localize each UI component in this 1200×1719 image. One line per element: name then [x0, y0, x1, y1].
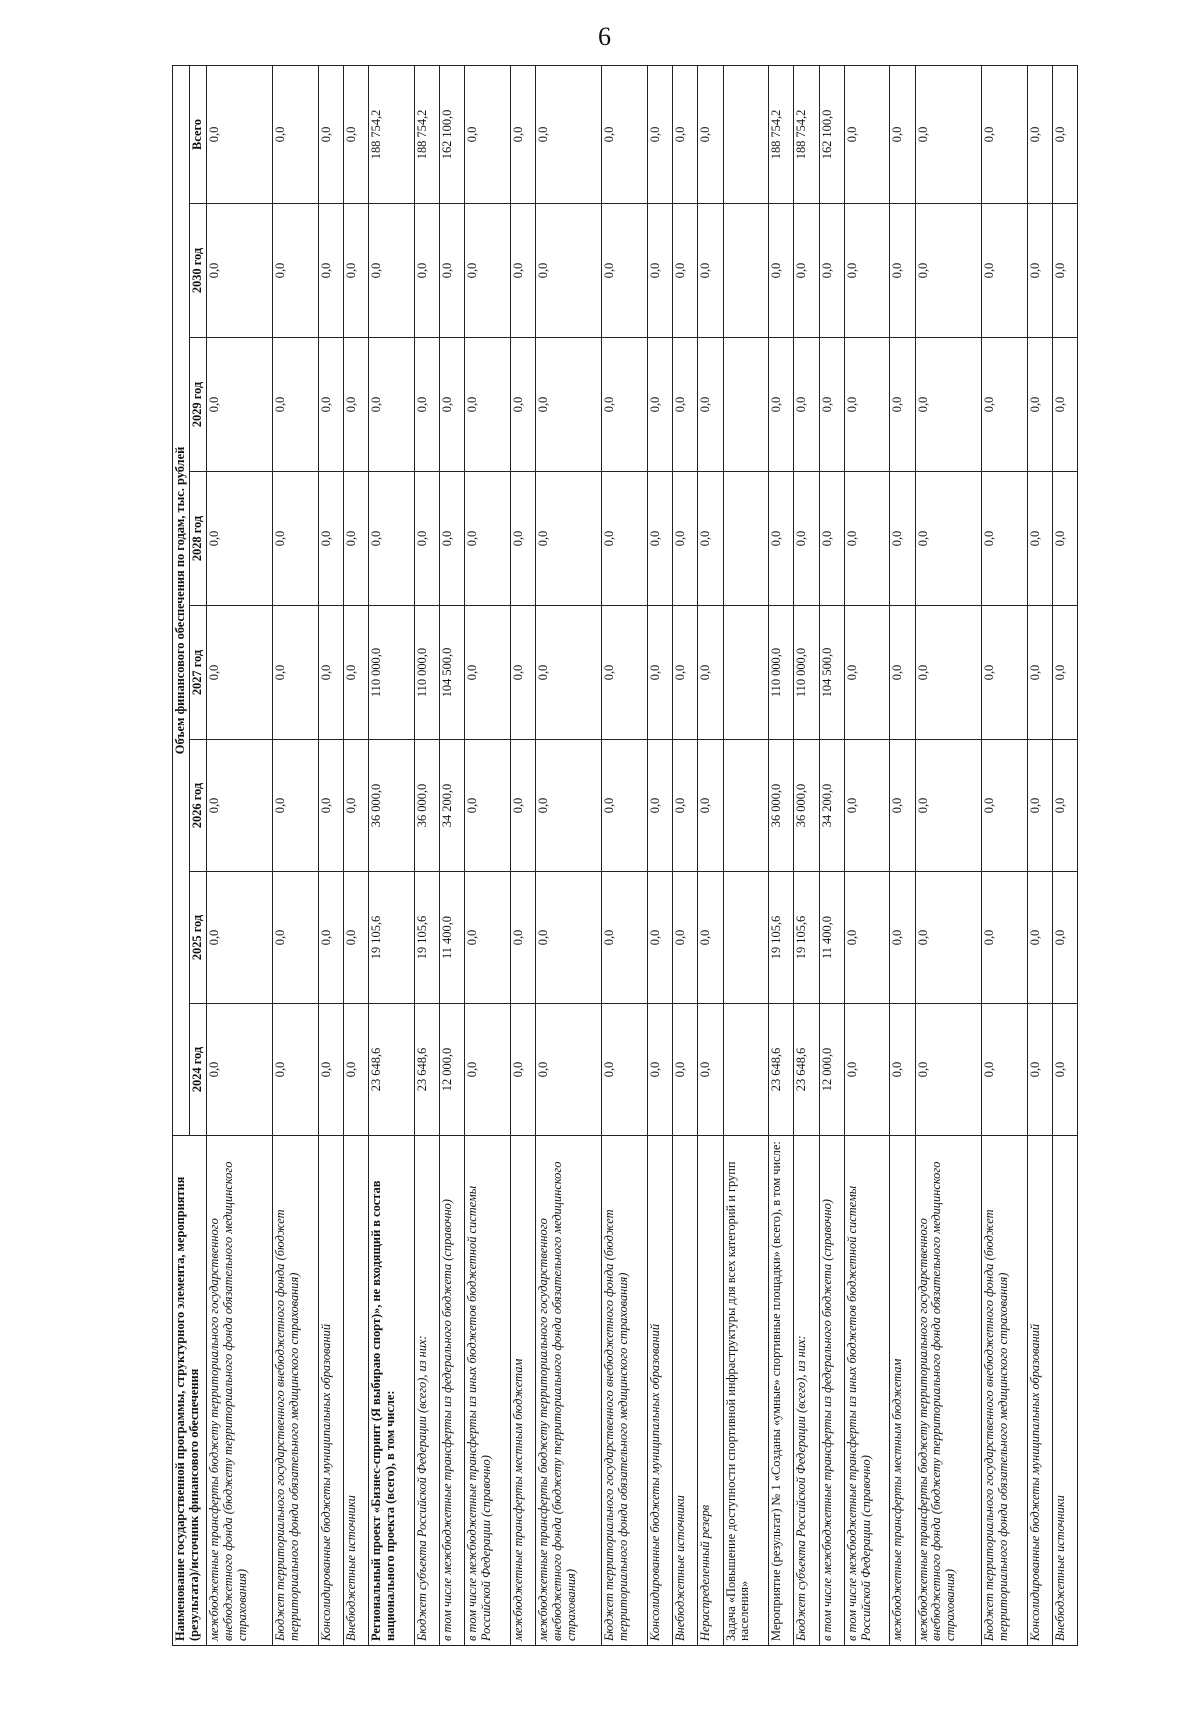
year-value-cell: 0,0 — [536, 204, 602, 338]
year-value-cell: 0,0 — [890, 338, 915, 472]
year-value-cell: 0,0 — [1052, 204, 1077, 338]
row-name-cell: Региональный проект «Бизнес-спринт (Я выбираю спорт)», не входящий в состав национального проекта (всего), в том числе: — [369, 1136, 415, 1646]
table-row — [414, 65, 439, 1645]
year-value-cell: 0,0 — [698, 606, 723, 740]
table-row — [1052, 65, 1077, 1645]
year-value-cell: 0,0 — [890, 1004, 915, 1136]
year-value-cell: 0,0 — [698, 1004, 723, 1136]
row-name-cell: Внебюджетные источники — [673, 1136, 698, 1646]
year-value-cell: 0,0 — [769, 338, 794, 472]
year-value-cell: 0,0 — [915, 204, 981, 338]
year-value-cell: 0,0 — [536, 472, 602, 606]
row-name-cell: Бюджет субъекта Российской Федерации (всего), из них: — [794, 1136, 819, 1646]
row-name-cell: Мероприятие (результат) № 1 «Созданы «умные» спортивные площадки» (всего), в том числе: — [769, 1136, 794, 1646]
year-value-cell: 23 648,6 — [794, 1004, 819, 1136]
year-value-cell: 0,0 — [369, 338, 415, 472]
table-row — [673, 65, 698, 1645]
table-row — [602, 65, 648, 1645]
row-name-cell: Бюджет территориального государственного внебюджетного фонда (бюджет территориального фонда обязательного медицинского страхования) — [981, 1136, 1027, 1646]
total-value-cell: 0,0 — [673, 65, 698, 203]
total-value-cell: 188 754,2 — [769, 65, 794, 203]
total-value-cell — [723, 65, 769, 203]
financing-table — [172, 65, 1078, 1646]
year-value-cell: 0,0 — [890, 472, 915, 606]
year-header: 2030 год — [189, 204, 206, 338]
year-value-cell: 0,0 — [890, 872, 915, 1004]
table-row — [536, 65, 602, 1645]
year-value-cell: 0,0 — [844, 472, 890, 606]
year-value-cell: 0,0 — [318, 472, 343, 606]
row-name-cell: в том числе межбюджетные трансферты из иных бюджетов бюджетной системы Российской Федерации (справочно) — [844, 1136, 890, 1646]
row-name-cell: Внебюджетные источники — [344, 1136, 369, 1646]
total-value-cell: 0,0 — [206, 65, 272, 203]
year-value-cell: 0,0 — [344, 872, 369, 1004]
year-value-cell: 0,0 — [1027, 872, 1052, 1004]
total-value-cell: 0,0 — [915, 65, 981, 203]
year-value-cell: 0,0 — [344, 740, 369, 872]
year-value-cell: 0,0 — [510, 1004, 535, 1136]
year-header: 2026 год — [189, 740, 206, 872]
year-value-cell: 0,0 — [819, 472, 844, 606]
row-name-cell: межбюджетные трансферты бюджету территориального государственного внебюджетного фонда (бюджету территориального фонда обязательного медицинского страхования) — [536, 1136, 602, 1646]
year-value-cell: 0,0 — [318, 606, 343, 740]
table-row — [369, 65, 415, 1645]
year-value-cell: 0,0 — [844, 338, 890, 472]
year-value-cell: 0,0 — [344, 1004, 369, 1136]
year-value-cell: 0,0 — [602, 606, 648, 740]
year-value-cell: 0,0 — [510, 740, 535, 872]
year-value-cell: 0,0 — [915, 740, 981, 872]
year-value-cell: 11 400,0 — [819, 872, 844, 1004]
year-header: 2025 год — [189, 872, 206, 1004]
year-value-cell: 0,0 — [536, 872, 602, 1004]
year-value-cell: 0,0 — [510, 472, 535, 606]
year-value-cell: 0,0 — [819, 204, 844, 338]
year-value-cell: 0,0 — [673, 204, 698, 338]
year-value-cell: 0,0 — [369, 472, 415, 606]
name-column-header: Наименование государственной программы, структурного элемента, мероприятия (результата)/источник финансового обеспечения — [173, 1136, 207, 1646]
total-header: Всего — [189, 65, 206, 203]
row-name-cell: Бюджет территориального государственного внебюджетного фонда (бюджет территориального фонда обязательного медицинского страхования) — [602, 1136, 648, 1646]
year-value-cell: 0,0 — [1052, 872, 1077, 1004]
table-row — [915, 65, 981, 1645]
row-name-cell: Нераспределенный резерв — [698, 1136, 723, 1646]
year-value-cell: 36 000,0 — [769, 740, 794, 872]
year-value-cell: 0,0 — [465, 204, 511, 338]
year-header: 2024 год — [189, 1004, 206, 1136]
year-value-cell: 0,0 — [1052, 740, 1077, 872]
year-value-cell: 0,0 — [673, 740, 698, 872]
year-value-cell: 104 500,0 — [819, 606, 844, 740]
year-value-cell: 0,0 — [981, 872, 1027, 1004]
year-value-cell: 0,0 — [206, 204, 272, 338]
year-value-cell: 0,0 — [465, 338, 511, 472]
row-name-cell: Внебюджетные источники — [1052, 1136, 1077, 1646]
year-value-cell: 0,0 — [698, 872, 723, 1004]
year-value-cell: 0,0 — [648, 740, 673, 872]
row-name-cell: в том числе межбюджетные трансферты из иных бюджетов бюджетной системы Российской Федерации (справочно) — [465, 1136, 511, 1646]
row-name-cell: в том числе межбюджетные трансферты из федерального бюджета (справочно) — [440, 1136, 465, 1646]
year-value-cell: 0,0 — [648, 872, 673, 1004]
year-value-cell: 0,0 — [648, 338, 673, 472]
year-value-cell: 0,0 — [465, 740, 511, 872]
row-name-cell: межбюджетные трансферты местным бюджетам — [510, 1136, 535, 1646]
year-value-cell: 0,0 — [981, 606, 1027, 740]
year-value-cell: 0,0 — [510, 606, 535, 740]
year-value-cell: 0,0 — [1027, 1004, 1052, 1136]
year-value-cell: 34 200,0 — [819, 740, 844, 872]
year-value-cell: 23 648,6 — [369, 1004, 415, 1136]
total-value-cell: 0,0 — [510, 65, 535, 203]
row-name-cell: Бюджет субъекта Российской Федерации (всего), из них: — [414, 1136, 439, 1646]
year-value-cell: 0,0 — [648, 472, 673, 606]
year-header: 2028 год — [189, 472, 206, 606]
total-value-cell: 0,0 — [890, 65, 915, 203]
year-value-cell — [723, 872, 769, 1004]
year-header: 2029 год — [189, 338, 206, 472]
table-row — [273, 65, 319, 1645]
year-value-cell — [723, 204, 769, 338]
year-value-cell: 0,0 — [844, 606, 890, 740]
year-value-cell: 0,0 — [602, 1004, 648, 1136]
rotated-table-container — [172, 66, 1078, 1646]
year-value-cell: 0,0 — [890, 204, 915, 338]
year-value-cell: 0,0 — [510, 872, 535, 1004]
year-value-cell: 12 000,0 — [819, 1004, 844, 1136]
year-value-cell: 0,0 — [273, 606, 319, 740]
total-value-cell: 0,0 — [844, 65, 890, 203]
year-value-cell: 0,0 — [273, 472, 319, 606]
year-value-cell: 0,0 — [794, 204, 819, 338]
year-value-cell: 0,0 — [465, 472, 511, 606]
year-value-cell: 0,0 — [602, 338, 648, 472]
total-value-cell: 0,0 — [602, 65, 648, 203]
year-value-cell: 0,0 — [915, 472, 981, 606]
year-value-cell: 0,0 — [915, 338, 981, 472]
row-name-cell: Задача «Повышение доступности спортивной инфраструктуры для всех категорий и групп населения» — [723, 1136, 769, 1646]
page-number: 6 — [598, 22, 611, 51]
year-value-cell: 0,0 — [915, 606, 981, 740]
year-value-cell — [723, 1004, 769, 1136]
year-value-cell: 0,0 — [465, 872, 511, 1004]
year-value-cell: 34 200,0 — [440, 740, 465, 872]
table-row — [844, 65, 890, 1645]
year-value-cell: 0,0 — [536, 1004, 602, 1136]
year-value-cell: 0,0 — [318, 204, 343, 338]
year-value-cell: 0,0 — [673, 1004, 698, 1136]
table-row — [648, 65, 673, 1645]
year-value-cell: 0,0 — [318, 338, 343, 472]
year-value-cell — [723, 606, 769, 740]
total-value-cell: 188 754,2 — [794, 65, 819, 203]
year-value-cell: 0,0 — [465, 1004, 511, 1136]
total-value-cell: 0,0 — [648, 65, 673, 203]
year-value-cell: 0,0 — [981, 740, 1027, 872]
year-value-cell — [723, 740, 769, 872]
year-value-cell: 0,0 — [698, 338, 723, 472]
year-value-cell: 0,0 — [318, 1004, 343, 1136]
total-value-cell: 188 754,2 — [369, 65, 415, 203]
header-row-1 — [173, 65, 190, 1645]
year-value-cell: 0,0 — [344, 606, 369, 740]
year-value-cell: 0,0 — [1027, 472, 1052, 606]
year-value-cell: 104 500,0 — [440, 606, 465, 740]
year-value-cell: 0,0 — [440, 204, 465, 338]
year-value-cell: 0,0 — [440, 338, 465, 472]
year-value-cell: 0,0 — [344, 204, 369, 338]
year-value-cell: 0,0 — [510, 338, 535, 472]
year-value-cell: 0,0 — [769, 472, 794, 606]
year-value-cell: 0,0 — [206, 472, 272, 606]
year-value-cell: 0,0 — [206, 606, 272, 740]
year-value-cell: 0,0 — [673, 472, 698, 606]
year-value-cell: 0,0 — [273, 1004, 319, 1136]
year-value-cell: 0,0 — [1027, 338, 1052, 472]
row-name-cell: Консолидированные бюджеты муниципальных образований — [1027, 1136, 1052, 1646]
year-value-cell: 0,0 — [698, 740, 723, 872]
year-value-cell: 0,0 — [414, 204, 439, 338]
year-value-cell: 0,0 — [981, 1004, 1027, 1136]
year-value-cell: 19 105,6 — [769, 872, 794, 1004]
total-value-cell: 0,0 — [318, 65, 343, 203]
total-value-cell: 0,0 — [981, 65, 1027, 203]
table-row — [206, 65, 272, 1645]
total-value-cell: 162 100,0 — [440, 65, 465, 203]
table-row — [698, 65, 723, 1645]
total-value-cell: 0,0 — [273, 65, 319, 203]
table-body — [206, 65, 1077, 1645]
year-value-cell: 0,0 — [648, 606, 673, 740]
table-row — [440, 65, 465, 1645]
table-row — [890, 65, 915, 1645]
year-value-cell: 0,0 — [648, 204, 673, 338]
table-row — [465, 65, 511, 1645]
year-value-cell: 0,0 — [698, 472, 723, 606]
year-value-cell: 0,0 — [844, 872, 890, 1004]
row-name-cell: межбюджетные трансферты местным бюджетам — [890, 1136, 915, 1646]
year-value-cell: 0,0 — [1052, 338, 1077, 472]
year-value-cell: 110 000,0 — [794, 606, 819, 740]
table-row — [794, 65, 819, 1645]
table-row — [344, 65, 369, 1645]
total-value-cell: 0,0 — [536, 65, 602, 203]
year-value-cell — [723, 472, 769, 606]
table-row — [510, 65, 535, 1645]
row-name-cell: межбюджетные трансферты бюджету территориального государственного внебюджетного фонда (бюджету территориального фонда обязательного медицинского страхования) — [915, 1136, 981, 1646]
total-value-cell: 0,0 — [698, 65, 723, 203]
year-value-cell: 0,0 — [414, 338, 439, 472]
year-value-cell: 0,0 — [414, 472, 439, 606]
year-value-cell: 0,0 — [602, 872, 648, 1004]
year-value-cell: 110 000,0 — [769, 606, 794, 740]
year-value-cell: 0,0 — [318, 740, 343, 872]
volume-header: Объем финансового обеспечения по годам, тыс. рублей — [173, 65, 190, 1135]
year-value-cell: 0,0 — [819, 338, 844, 472]
year-value-cell: 0,0 — [769, 204, 794, 338]
year-value-cell: 0,0 — [844, 740, 890, 872]
year-header: 2027 год — [189, 606, 206, 740]
total-value-cell: 0,0 — [1027, 65, 1052, 203]
total-value-cell: 0,0 — [1052, 65, 1077, 203]
row-name-cell: Бюджет территориального государственного внебюджетного фонда (бюджет территориального фонда обязательного медицинского страхования) — [273, 1136, 319, 1646]
year-value-cell: 23 648,6 — [414, 1004, 439, 1136]
year-value-cell: 0,0 — [1052, 472, 1077, 606]
year-value-cell: 0,0 — [602, 472, 648, 606]
year-value-cell: 36 000,0 — [369, 740, 415, 872]
year-value-cell: 0,0 — [981, 204, 1027, 338]
year-value-cell: 36 000,0 — [414, 740, 439, 872]
year-value-cell: 0,0 — [536, 606, 602, 740]
year-value-cell: 0,0 — [890, 606, 915, 740]
year-value-cell: 19 105,6 — [794, 872, 819, 1004]
year-value-cell: 0,0 — [673, 606, 698, 740]
total-value-cell: 0,0 — [344, 65, 369, 203]
year-value-cell: 110 000,0 — [414, 606, 439, 740]
year-value-cell: 19 105,6 — [369, 872, 415, 1004]
year-value-cell: 0,0 — [206, 740, 272, 872]
year-value-cell: 0,0 — [673, 872, 698, 1004]
year-value-cell: 110 000,0 — [369, 606, 415, 740]
table-row — [769, 65, 794, 1645]
total-value-cell: 188 754,2 — [414, 65, 439, 203]
year-value-cell: 19 105,6 — [414, 872, 439, 1004]
year-value-cell: 0,0 — [273, 204, 319, 338]
year-value-cell: 0,0 — [1052, 606, 1077, 740]
year-value-cell: 0,0 — [981, 338, 1027, 472]
table-row — [1027, 65, 1052, 1645]
year-value-cell: 0,0 — [844, 204, 890, 338]
year-value-cell: 0,0 — [1052, 1004, 1077, 1136]
year-value-cell: 0,0 — [794, 472, 819, 606]
year-value-cell: 0,0 — [602, 740, 648, 872]
year-value-cell — [723, 338, 769, 472]
year-value-cell: 0,0 — [673, 338, 698, 472]
row-name-cell: межбюджетные трансферты бюджету территориального государственного внебюджетного фонда (бюджету территориального фонда обязательного медицинского страхования) — [206, 1136, 272, 1646]
table-row — [723, 65, 769, 1645]
year-value-cell: 11 400,0 — [440, 872, 465, 1004]
year-value-cell: 0,0 — [1027, 606, 1052, 740]
year-value-cell: 0,0 — [465, 606, 511, 740]
year-value-cell: 0,0 — [440, 472, 465, 606]
year-value-cell: 0,0 — [915, 872, 981, 1004]
year-value-cell: 0,0 — [273, 872, 319, 1004]
year-value-cell: 12 000,0 — [440, 1004, 465, 1136]
year-value-cell: 0,0 — [273, 338, 319, 472]
row-name-cell: Консолидированные бюджеты муниципальных образований — [648, 1136, 673, 1646]
year-value-cell: 0,0 — [794, 338, 819, 472]
year-value-cell: 0,0 — [1027, 740, 1052, 872]
year-value-cell: 0,0 — [536, 338, 602, 472]
year-value-cell: 0,0 — [890, 740, 915, 872]
year-value-cell: 0,0 — [318, 872, 343, 1004]
table-row — [819, 65, 844, 1645]
year-value-cell: 23 648,6 — [769, 1004, 794, 1136]
year-value-cell: 0,0 — [915, 1004, 981, 1136]
year-value-cell: 0,0 — [206, 872, 272, 1004]
table-row — [981, 65, 1027, 1645]
year-value-cell: 0,0 — [273, 740, 319, 872]
year-value-cell: 0,0 — [981, 472, 1027, 606]
year-value-cell: 0,0 — [536, 740, 602, 872]
year-value-cell: 0,0 — [344, 338, 369, 472]
year-value-cell: 36 000,0 — [794, 740, 819, 872]
year-value-cell: 0,0 — [698, 204, 723, 338]
year-value-cell: 0,0 — [206, 338, 272, 472]
row-name-cell: Консолидированные бюджеты муниципальных образований — [318, 1136, 343, 1646]
year-value-cell: 0,0 — [844, 1004, 890, 1136]
year-value-cell: 0,0 — [648, 1004, 673, 1136]
year-value-cell: 0,0 — [206, 1004, 272, 1136]
table-row — [318, 65, 343, 1645]
year-value-cell: 0,0 — [344, 472, 369, 606]
year-value-cell: 0,0 — [369, 204, 415, 338]
year-value-cell: 0,0 — [510, 204, 535, 338]
year-value-cell: 0,0 — [602, 204, 648, 338]
row-name-cell: в том числе межбюджетные трансферты из федерального бюджета (справочно) — [819, 1136, 844, 1646]
year-value-cell: 0,0 — [1027, 204, 1052, 338]
total-value-cell: 0,0 — [465, 65, 511, 203]
total-value-cell: 162 100,0 — [819, 65, 844, 203]
